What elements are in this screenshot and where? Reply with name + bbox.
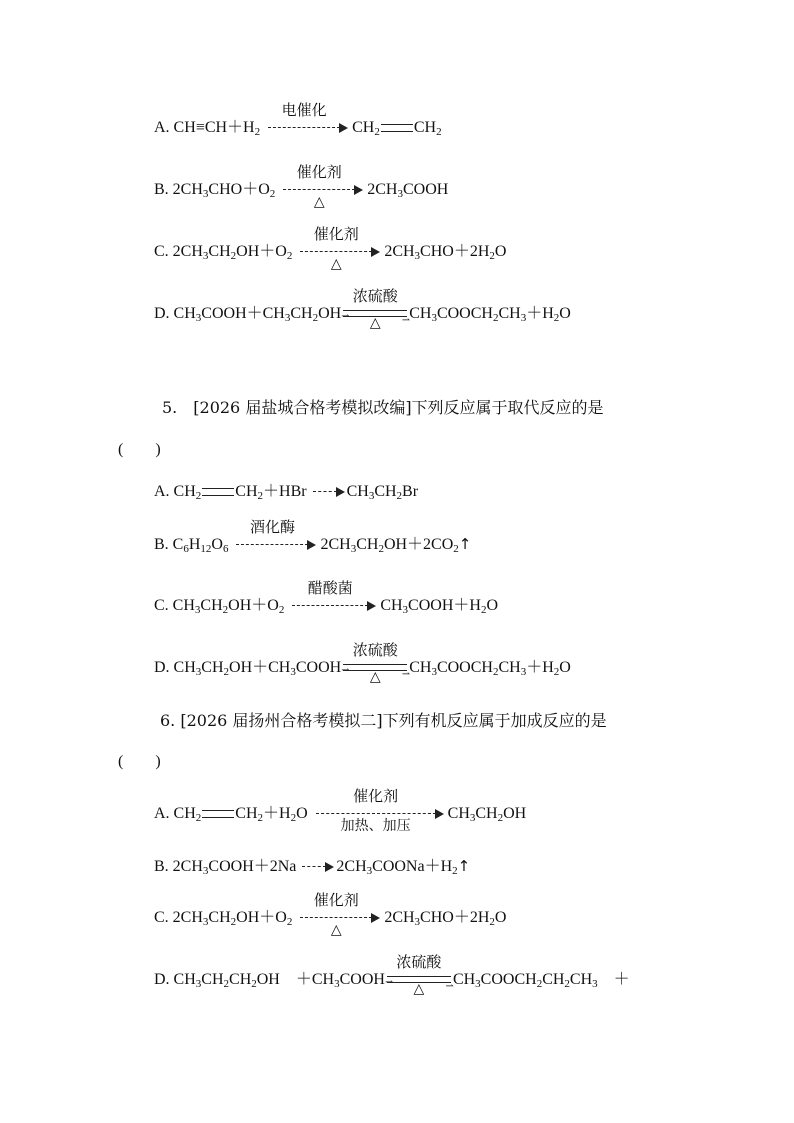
reversible-arrow: 浓硫酸 ⇀ ⇀ △ — [384, 953, 454, 998]
q4-option-d: D. $CH_3COOH+CH_3CH_2OH$ 浓硫酸 ⇀ ⇀ △ $CH_3COOCH_2CH_3+H_2O$ — [154, 287, 571, 332]
q5-option-c: C. $CH_3CH_2OH+O_2$ 醋酸菌 $CH_3COOH+H_2O$ — [154, 579, 499, 616]
q6-option-c: C. $2CH_3CH_2OH+O_2$ 催化剂 △ $2CH_3CHO+2H_2O$ — [154, 891, 507, 939]
double-bond — [381, 124, 413, 132]
reversible-arrow: 浓硫酸 ⇀ ⇀ △ — [341, 641, 411, 686]
reaction-arrow: 酒化酶 — [236, 535, 316, 555]
double-bond — [202, 488, 234, 496]
reaction-arrow: 催化剂 △ — [300, 908, 380, 928]
q5-option-a: A. $CH_2$ $CH_2+HBr$ $CH_3CH_2Br$ — [154, 483, 419, 502]
reaction-arrow — [302, 857, 334, 877]
q5-stem: 5. [2026 届盐城合格考模拟改编]下列反应属于取代反应的是 — [162, 398, 604, 417]
q6-answer-paren: ( ) — [118, 753, 161, 770]
q5-option-d: D. $CH_3CH_2OH+CH_3COOH$ 浓硫酸 ⇀ ⇀ △ $CH_3COOCH_2CH_3+H_2O$ — [154, 641, 571, 686]
q4-option-c: C. $2CH_3CH_2OH+O_2$ 催化剂 △ $2CH_3CHO+2H_2O$ — [154, 225, 507, 273]
q5-option-b: B. $C_6H_{12}O_6$ 酒化酶 $2CH_3CH_2OH+2CO_2↑$ — [154, 518, 472, 555]
reaction-arrow: 电催化 — [268, 118, 348, 138]
reversible-arrow: 浓硫酸 ⇀ ⇀ △ — [341, 287, 411, 332]
q4-option-a: A. $CH\equiv CH+H_2$ 电催化 $CH_2$ $CH_2$ — [154, 101, 442, 138]
reaction-arrow: 催化剂 加热、加压 — [316, 804, 444, 824]
reaction-arrow: 醋酸菌 — [292, 596, 376, 616]
reaction-arrow: 催化剂 △ — [300, 242, 380, 262]
q6-option-a: A. $CH_2$ $CH_2+H_2O$ 催化剂 加热、加压 $CH_3CH_2OH$ — [154, 787, 527, 835]
reaction-arrow: 催化剂 △ — [283, 180, 363, 200]
q6-option-d: D. $CH_3CH_2CH_2OH$ $+CH_3COOH$ 浓硫酸 ⇀ ⇀ △ $CH_3COOCH_2CH_2CH_3$ ＋ — [154, 953, 630, 998]
q6-option-b: B. $2CH_3COOH+2Na$ $2CH_3COONa+H_2↑$ — [154, 857, 471, 877]
double-bond — [202, 810, 234, 818]
q5-answer-paren: ( ) — [118, 441, 161, 458]
q4-option-b: B. $2CH_3CHO+O_2$ 催化剂 △ $2CH_3COOH$ — [154, 163, 449, 211]
reaction-arrow — [313, 482, 345, 502]
q6-stem: 6. [2026 届扬州合格考模拟二]下列有机反应属于加成反应的是 — [160, 711, 607, 730]
